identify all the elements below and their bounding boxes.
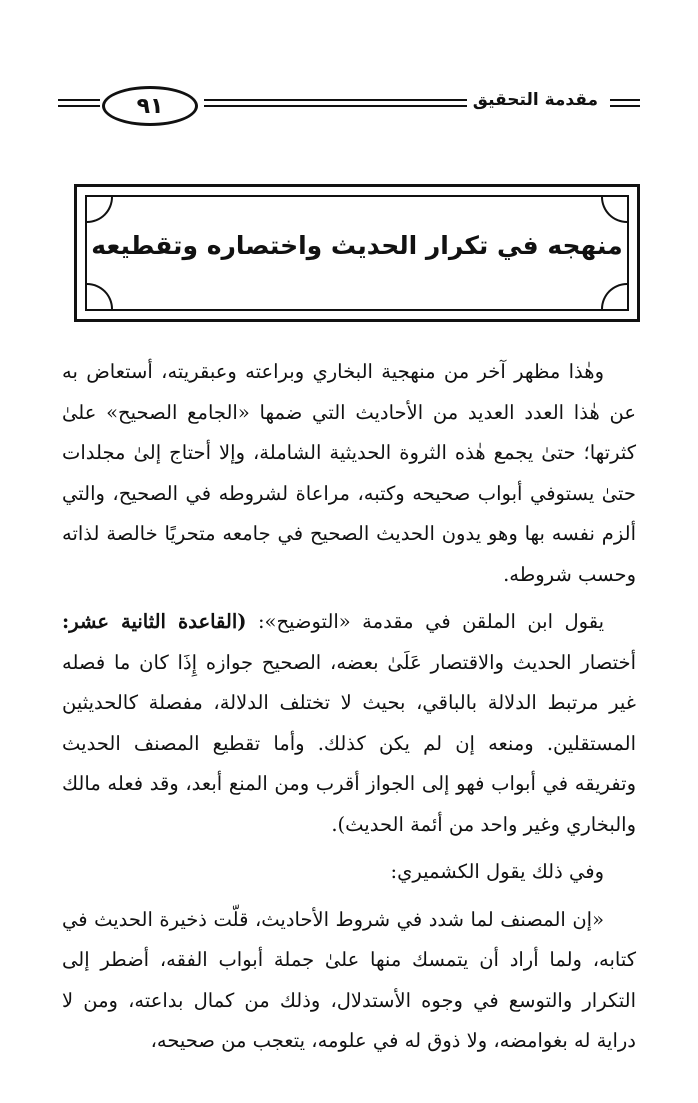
header-rule-left-2 bbox=[58, 105, 100, 107]
running-title: مقدمة التحقيق bbox=[467, 90, 604, 110]
page-header bbox=[58, 84, 640, 124]
section-title: منهجه في تكرار الحديث واختصاره وتقطيعه bbox=[91, 231, 623, 260]
paragraph-4: «إن المصنف لما شدد في شروط الأحاديث، قلّت ذخيرة الحديث في كتابه، ولما أراد أن يتمسك منها علىٰ جملة أبواب الفقه، أضطر إلى التكرار والتوسع في وجوه الأستدلال، وذلك من كمال بداعته، ومن لا دراية له بغوامضه، ولا ذوق له في علومه، يتعجب من صحيحه، bbox=[62, 907, 636, 1052]
paragraph-3: وفي ذلك يقول الكشميري: bbox=[390, 860, 604, 883]
paragraph-2-quote: أختصار الحديث والاقتصار عَلَىٰ بعضه، الصحيح جوازه إِذَا كان ما فصله غير مرتبط الدلالة بالباقي، بحيث لا تختلف الدلالة، مفصلة كالحديثين المستقلين. ومنعه إن لم يكن كذلك. وأما تقطيع المصنف الحديث وتفريقه في أبواب فهو إلى الجواز أقرب ومن المنع أبعد، وقد فعله مالك والبخاري وغير واحد من أئمة الحديث). bbox=[62, 650, 636, 836]
body-text bbox=[62, 352, 636, 1069]
page-number: ٩١ bbox=[102, 86, 198, 126]
section-title-frame bbox=[74, 184, 640, 322]
quote-heading: (القاعدة الثانية عشر: bbox=[62, 610, 247, 633]
paragraph-2 bbox=[62, 602, 636, 845]
paragraph-1: وهٰذا مظهر آخر من منهجية البخاري وبراعته وعبقريته، أستعاض به عن هٰذا العدد العديد من الأحاديث التي ضمها «الجامع الصحيح» علىٰ كثرتها؛ حتىٰ يجمع هٰذه الثروة الحديثية الشاملة، وإلا أحتاج إلىٰ مجلدات حتىٰ يستوفي أبواب صحيحه وكتبه، مراعاة لشروطه في الصحيح، والتي ألزم نفسه بها وهو يدون الحديث الصحيح في جامعه متحريًا خالصة لذاته وحسب شروطه. bbox=[62, 360, 636, 586]
paragraph-2-intro: يقول ابن الملقن في مقدمة «التوضيح»: bbox=[257, 610, 605, 633]
header-rule-right bbox=[610, 99, 640, 101]
header-rule-right-2 bbox=[610, 105, 640, 107]
header-rule-left bbox=[58, 99, 100, 101]
